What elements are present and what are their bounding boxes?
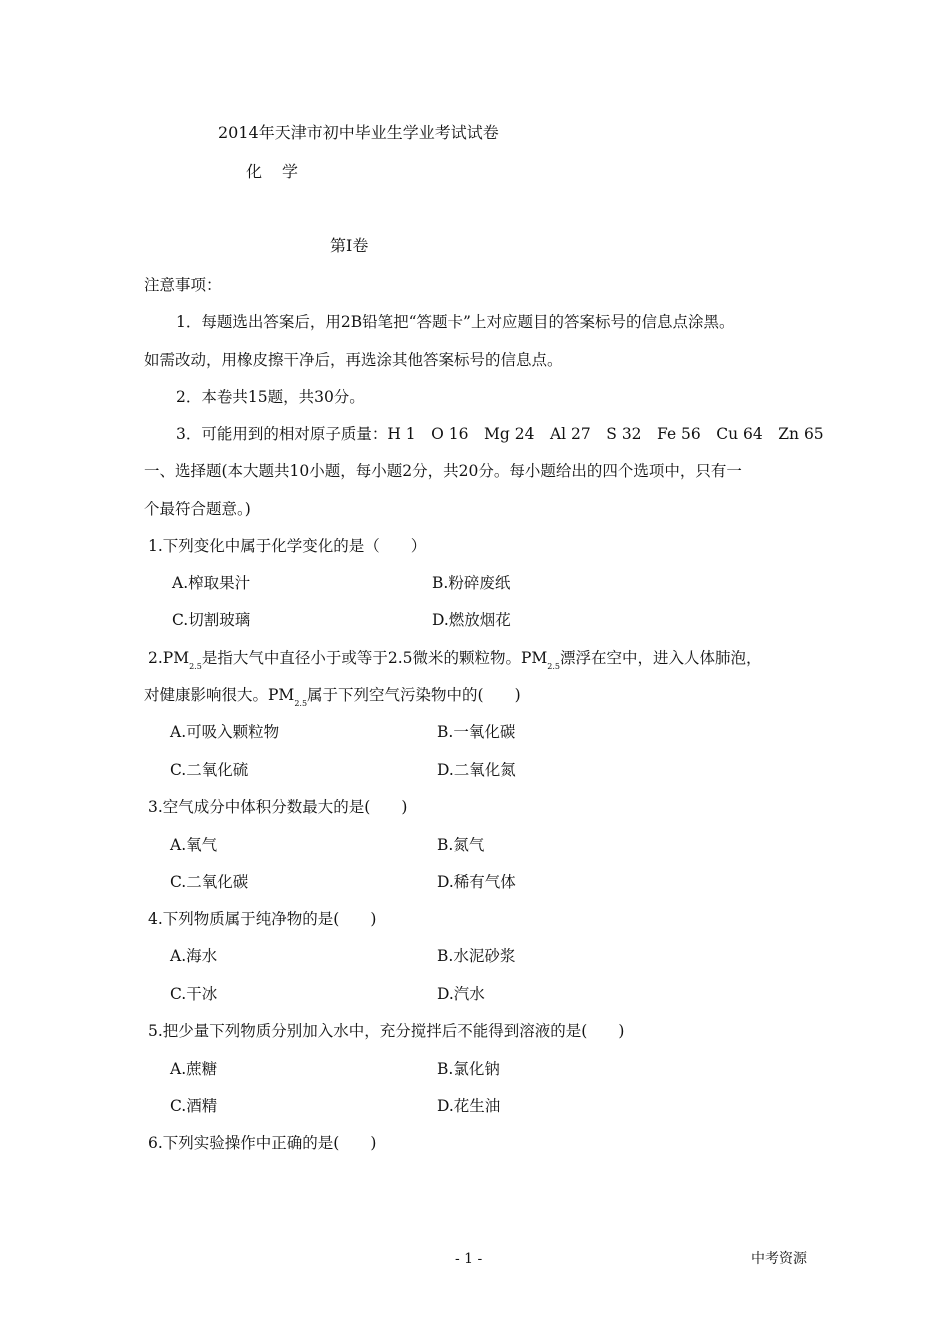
question-3-option-b: B.氮气 xyxy=(437,836,485,854)
question-5-option-b: B.氯化钠 xyxy=(437,1060,500,1078)
question-4-option-c: C.干冰 xyxy=(170,985,218,1003)
question-1-option-a: A.榨取果汁 xyxy=(172,574,251,592)
question-4-option-b: B.水泥砂浆 xyxy=(437,947,516,965)
page-number: - 1 - xyxy=(455,1251,483,1267)
question-1-option-c: C.切割玻璃 xyxy=(172,611,251,629)
question-1-option-b: B.粉碎废纸 xyxy=(432,574,511,592)
question-4-option-a: A.海水 xyxy=(170,947,218,965)
question-3-option-a: A.氧气 xyxy=(170,836,218,854)
question-3-stem: 3.空气成分中体积分数最大的是( ) xyxy=(148,798,408,816)
pm-subscript: 2.5 xyxy=(294,699,308,708)
question-6-stem: 6.下列实验操作中正确的是( ) xyxy=(148,1134,377,1152)
notice-item-1-cont: 如需改动，用橡皮擦干净后，再选涂其他答案标号的信息点。 xyxy=(144,351,563,369)
question-5-option-d: D.花生油 xyxy=(437,1097,501,1115)
volume-title: 第Ⅰ卷 xyxy=(330,236,369,255)
exam-title: 2014年天津市初中毕业生学业考试试卷 xyxy=(218,123,499,142)
subject-title: 化 学 xyxy=(246,162,301,181)
question-4-stem: 4.下列物质属于纯净物的是( ) xyxy=(148,910,377,928)
pm-subscript: 2.5 xyxy=(547,662,561,671)
question-2-option-c: C.二氧化硫 xyxy=(170,761,249,779)
question-1-stem: 1.下列变化中属于化学变化的是（ ） xyxy=(148,537,427,555)
pm-subscript: 2.5 xyxy=(189,662,202,671)
question-2-option-d: D.二氧化氮 xyxy=(437,761,516,779)
question-2-option-a: A.可吸入颗粒物 xyxy=(170,723,280,741)
notice-item-2: 2．本卷共15题，共30分。 xyxy=(176,388,365,406)
section-heading: 一、选择题(本大题共10小题，每小题2分，共20分。每小题给出的四个选项中，只有一 xyxy=(144,462,742,480)
question-1-option-d: D.燃放烟花 xyxy=(432,611,511,629)
question-2-option-b: B.一氧化碳 xyxy=(437,723,516,741)
notice-item-1: 1．每题选出答案后，用2B铅笔把“答题卡”上对应题目的答案标号的信息点涂黑。 xyxy=(176,313,735,331)
notice-heading: 注意事项： xyxy=(144,276,222,294)
question-3-option-d: D.稀有气体 xyxy=(437,873,516,891)
notice-item-3: 3．可能用到的相对原子质量：H 1 O 16 Mg 24 Al 27 S 32 Fe 56 Cu 64 Zn 65 xyxy=(176,425,824,443)
question-5-option-c: C.酒精 xyxy=(170,1097,218,1115)
footer-source: 中考资源 xyxy=(751,1251,807,1267)
question-2-stem-line2: 对健康影响很大。$PM_{2.5}$属于下列空气污染物中的( ) xyxy=(144,686,521,708)
question-4-option-d: D.汽水 xyxy=(437,985,485,1003)
question-2-stem-line1: $2.PM_{2.5}$是指大气中直径小于或等于2.5微米的颗粒物。$PM_{2.5}$漂浮在空中，进入人体肺泡， xyxy=(148,649,762,671)
section-heading-cont: 个最符合题意。) xyxy=(144,500,251,518)
question-5-option-a: A.蔗糖 xyxy=(170,1060,218,1078)
question-5-stem: 5.把少量下列物质分别加入水中，充分搅拌后不能得到溶液的是( ) xyxy=(148,1022,625,1040)
question-3-option-c: C.二氧化碳 xyxy=(170,873,249,891)
